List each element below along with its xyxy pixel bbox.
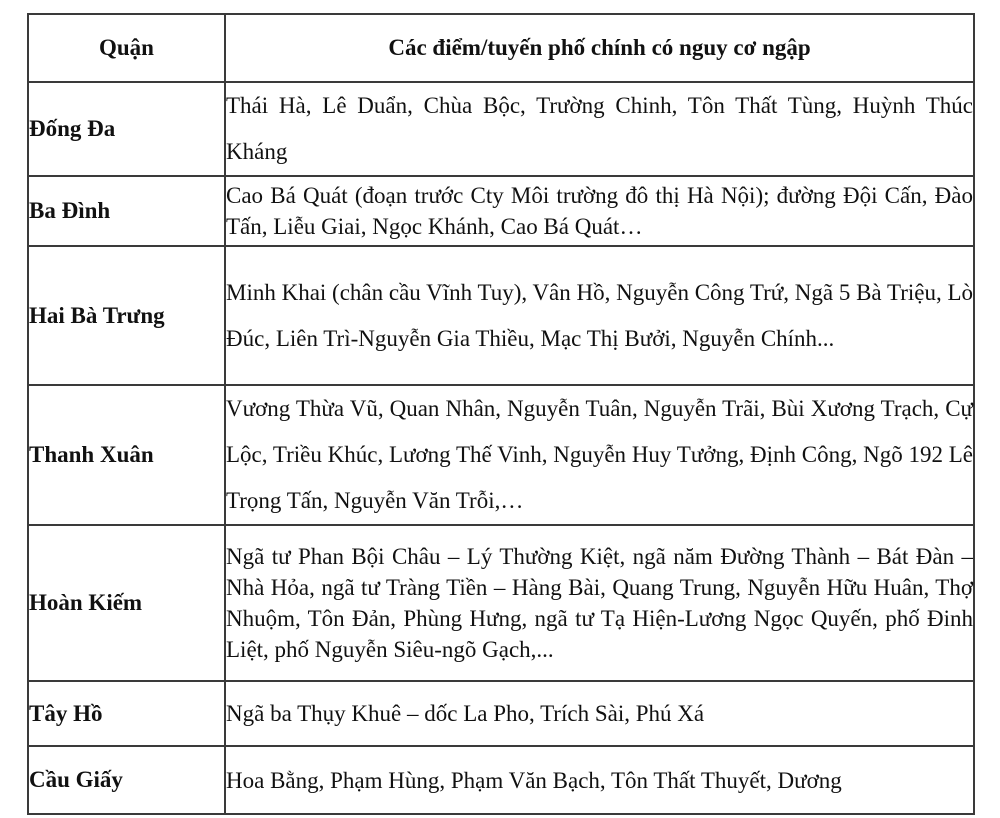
table-row <box>28 246 974 385</box>
streets-cell: Thái Hà, Lê Duẩn, Chùa Bộc, Trường Chinh, Tôn Thất Tùng, Huỳnh Thúc Kháng <box>225 82 974 176</box>
table-row <box>28 746 974 814</box>
streets-cell: Cao Bá Quát (đoạn trước Cty Môi trường đô thị Hà Nội); đường Đội Cấn, Đào Tấn, Liễu Giai, Ngọc Khánh, Cao Bá Quát… <box>225 176 974 246</box>
district-cell: Hai Bà Trưng <box>28 246 225 385</box>
header-row <box>28 14 974 82</box>
table-row <box>28 82 974 176</box>
district-cell: Thanh Xuân <box>28 385 225 525</box>
table-row <box>28 385 974 525</box>
district-cell: Đống Đa <box>28 82 225 176</box>
streets-cell: Minh Khai (chân cầu Vĩnh Tuy), Vân Hồ, Nguyễn Công Trứ, Ngã 5 Bà Triệu, Lò Đúc, Liên Trì-Nguyễn Gia Thiều, Mạc Thị Bưởi, Nguyễn Chính... <box>225 246 974 385</box>
header-district: Quận <box>28 14 225 82</box>
district-cell: Hoàn Kiếm <box>28 525 225 681</box>
streets-cell: Ngã tư Phan Bội Châu – Lý Thường Kiệt, ngã năm Đường Thành – Bát Đàn – Nhà Hỏa, ngã tư Tràng Tiền – Hàng Bài, Quang Trung, Nguyễn Hữu Huân, Thợ Nhuộm, Tôn Đản, Phùng Hưng, ngã tư Tạ Hiện-Lương Ngọc Quyến, phố Đinh Liệt, phố Nguyễn Siêu-ngõ Gạch,... <box>225 525 974 681</box>
streets-cell: Ngã ba Thụy Khuê – dốc La Pho, Trích Sài, Phú Xá <box>225 681 974 746</box>
streets-cell: Vương Thừa Vũ, Quan Nhân, Nguyễn Tuân, Nguyễn Trãi, Bùi Xương Trạch, Cự Lộc, Triều Khúc, Lương Thế Vinh, Nguyễn Huy Tưởng, Định Công, Ngõ 192 Lê Trọng Tấn, Nguyễn Văn Trỗi,… <box>225 385 974 525</box>
table-row <box>28 525 974 681</box>
streets-cell: Hoa Bằng, Phạm Hùng, Phạm Văn Bạch, Tôn Thất Thuyết, Dương <box>225 746 974 814</box>
header-streets: Các điểm/tuyến phố chính có nguy cơ ngập <box>225 14 974 82</box>
district-cell: Tây Hồ <box>28 681 225 746</box>
district-cell: Cầu Giấy <box>28 746 225 814</box>
table-row <box>28 681 974 746</box>
flood-risk-table <box>27 13 975 815</box>
table-row <box>28 176 974 246</box>
district-cell: Ba Đình <box>28 176 225 246</box>
